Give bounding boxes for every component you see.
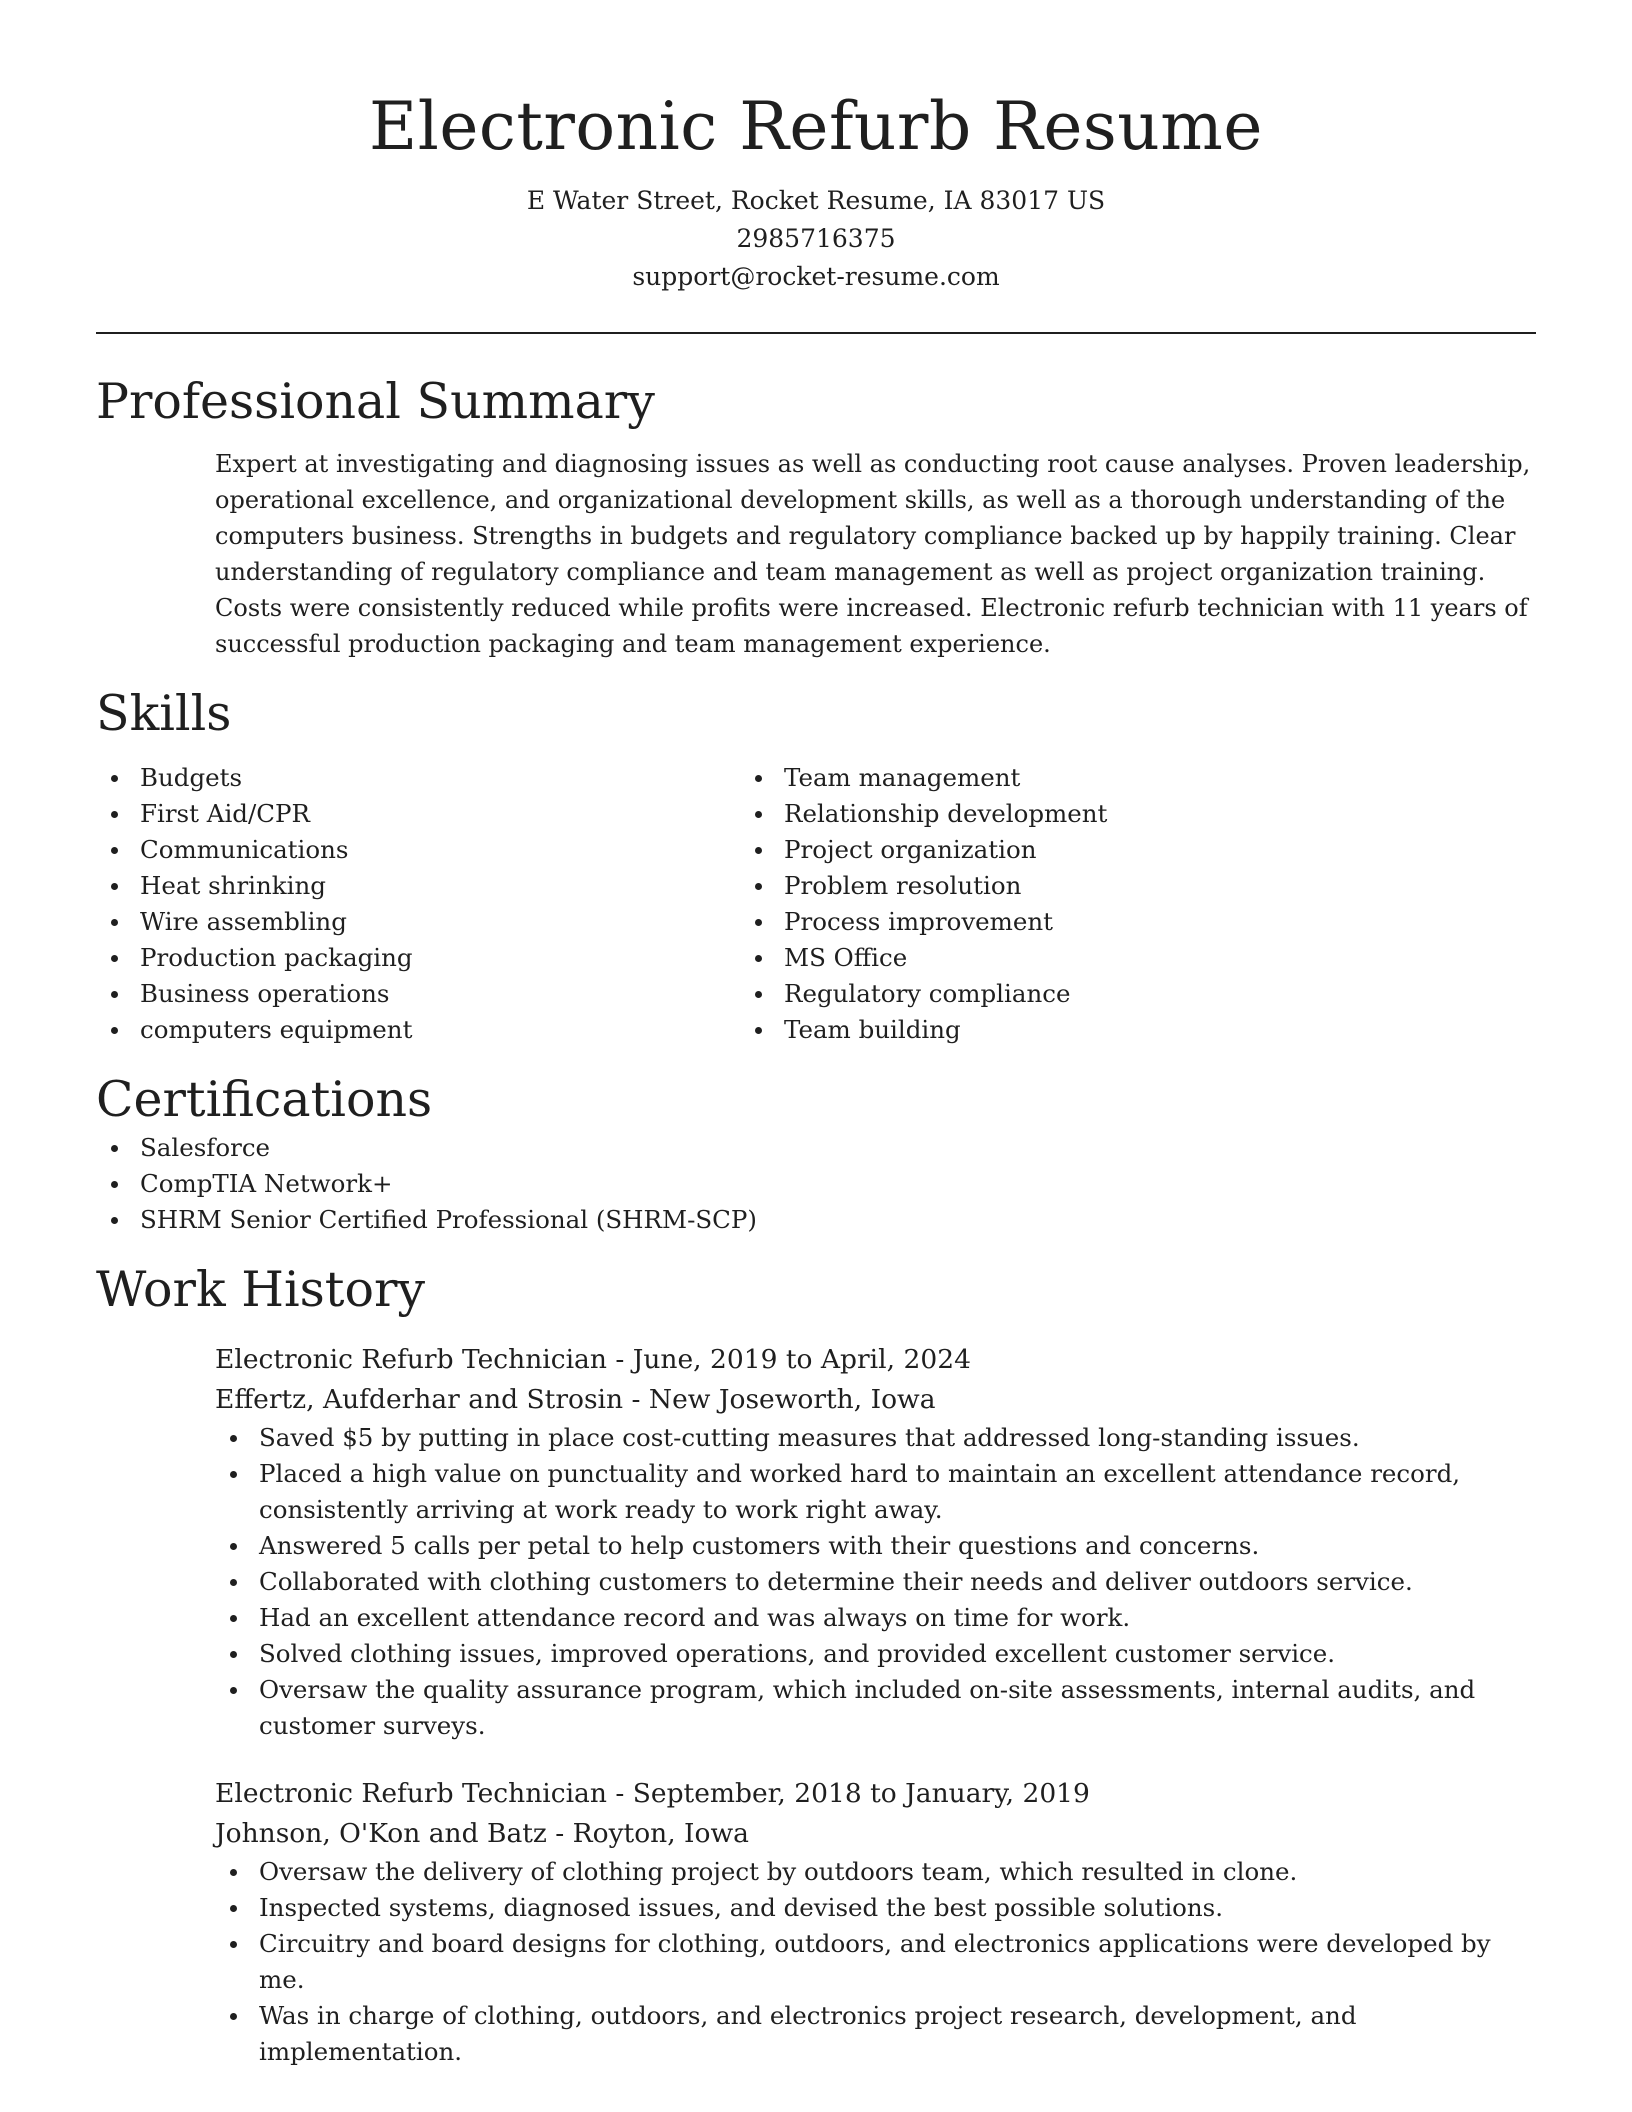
resume-page: [96, 0, 1536, 2070]
job-location: - Royton, Iowa: [546, 1818, 749, 1849]
job-company: Johnson, O'Kon and Batz: [215, 1818, 547, 1849]
skill-item: Process improvement: [740, 904, 1340, 940]
job-company: Effertz, Aufderhar and Strosin: [215, 1384, 624, 1415]
certification-item: Salesforce: [96, 1130, 1536, 1166]
job-company-line: [215, 1814, 1536, 1854]
certification-item: SHRM Senior Certified Professional (SHRM-SCP): [96, 1202, 1536, 1238]
job-company-line: [215, 1380, 1536, 1420]
skill-item: Regulatory compliance: [740, 976, 1340, 1012]
job-dates: - June, 2019 to April, 2024: [606, 1344, 971, 1375]
job-title: Electronic Refurb Technician: [215, 1344, 607, 1375]
skill-item: Relationship development: [740, 796, 1340, 832]
skill-item: Project organization: [740, 832, 1340, 868]
phone: 2985716375: [736, 224, 896, 253]
work-history-section: [96, 1260, 1536, 2070]
header-divider: [96, 332, 1536, 334]
skill-item: Heat shrinking: [96, 868, 740, 904]
job-bullet: Placed a high value on punctuality and worked hard to maintain an excellent attendance record, consistently arriving at work ready to work right away.: [215, 1456, 1536, 1528]
job-bullet: Answered 5 calls per petal to help customers with their questions and concerns.: [215, 1528, 1536, 1564]
contact-info: [96, 182, 1536, 296]
skill-item: Communications: [96, 832, 740, 868]
job-responsibilities: [215, 1420, 1536, 1744]
skills-section: [96, 684, 1536, 1048]
skills-list-left: [96, 760, 740, 1048]
job-entry: [215, 1774, 1536, 2070]
job-bullet: Circuitry and board designs for clothing, outdoors, and electronics applications were developed by me.: [215, 1926, 1536, 1998]
certifications-heading: Certifications: [96, 1071, 433, 1128]
job-dates: - September, 2018 to January, 2019: [606, 1778, 1090, 1809]
skill-item: MS Office: [740, 940, 1340, 976]
skill-item: computers equipment: [96, 1012, 740, 1048]
skill-item: Team building: [740, 1012, 1340, 1048]
job-bullet: Collaborated with clothing customers to determine their needs and deliver outdoors service.: [215, 1564, 1536, 1600]
resume-title: Electronic Refurb Resume: [369, 88, 1263, 165]
skills-columns: [96, 760, 1536, 1048]
email: support@rocket-resume.com: [632, 262, 1000, 291]
skills-heading: Skills: [96, 685, 232, 742]
skill-item: Business operations: [96, 976, 740, 1012]
job-bullet: Was in charge of clothing, outdoors, and electronics project research, development, and implementation.: [215, 1998, 1536, 2070]
job-title-line: [215, 1340, 1536, 1380]
summary-text: Expert at investigating and diagnosing issues as well as conducting root cause analyses. Proven leadership, operational excellence, and organizational development skills, as well as a thorough understanding of the computers business. Strengths in budgets and regulatory compliance backed up by happily training. Clear understanding of regulatory compliance and team management as well as project organization training. Costs were consistently reduced while profits were increased. Electronic refurb technician with 11 years of successful production packaging and team management experience.: [215, 450, 1531, 658]
skill-item: Production packaging: [96, 940, 740, 976]
job-bullet: Oversaw the delivery of clothing project by outdoors team, which resulted in clone.: [215, 1854, 1536, 1890]
job-entry: [215, 1340, 1536, 1744]
summary-heading: Professional Summary: [96, 373, 655, 430]
job-bullet: Solved clothing issues, improved operations, and provided excellent customer service.: [215, 1636, 1536, 1672]
summary-section: [96, 372, 1536, 662]
skill-item: Budgets: [96, 760, 740, 796]
skill-item: Problem resolution: [740, 868, 1340, 904]
address: E Water Street, Rocket Resume, IA 83017 US: [526, 186, 1106, 215]
job-bullet: Inspected systems, diagnosed issues, and devised the best possible solutions.: [215, 1890, 1536, 1926]
skills-list-right: [740, 760, 1340, 1048]
skill-item: Team management: [740, 760, 1340, 796]
certifications-list: [96, 1130, 1536, 1238]
job-title: Electronic Refurb Technician: [215, 1778, 607, 1809]
resume-header: [96, 0, 1536, 296]
job-bullet: Oversaw the quality assurance program, which included on-site assessments, internal audits, and customer surveys.: [215, 1672, 1536, 1744]
work-history-heading: Work History: [96, 1261, 426, 1318]
certifications-section: [96, 1070, 1536, 1238]
skill-item: First Aid/CPR: [96, 796, 740, 832]
certification-item: CompTIA Network+: [96, 1166, 1536, 1202]
job-title-line: [215, 1774, 1536, 1814]
job-bullet: Had an excellent attendance record and was always on time for work.: [215, 1600, 1536, 1636]
job-bullet: Saved $5 by putting in place cost-cutting measures that addressed long-standing issues.: [215, 1420, 1536, 1456]
job-responsibilities: [215, 1854, 1536, 2070]
job-location: - New Joseworth, Iowa: [623, 1384, 936, 1415]
skill-item: Wire assembling: [96, 904, 740, 940]
